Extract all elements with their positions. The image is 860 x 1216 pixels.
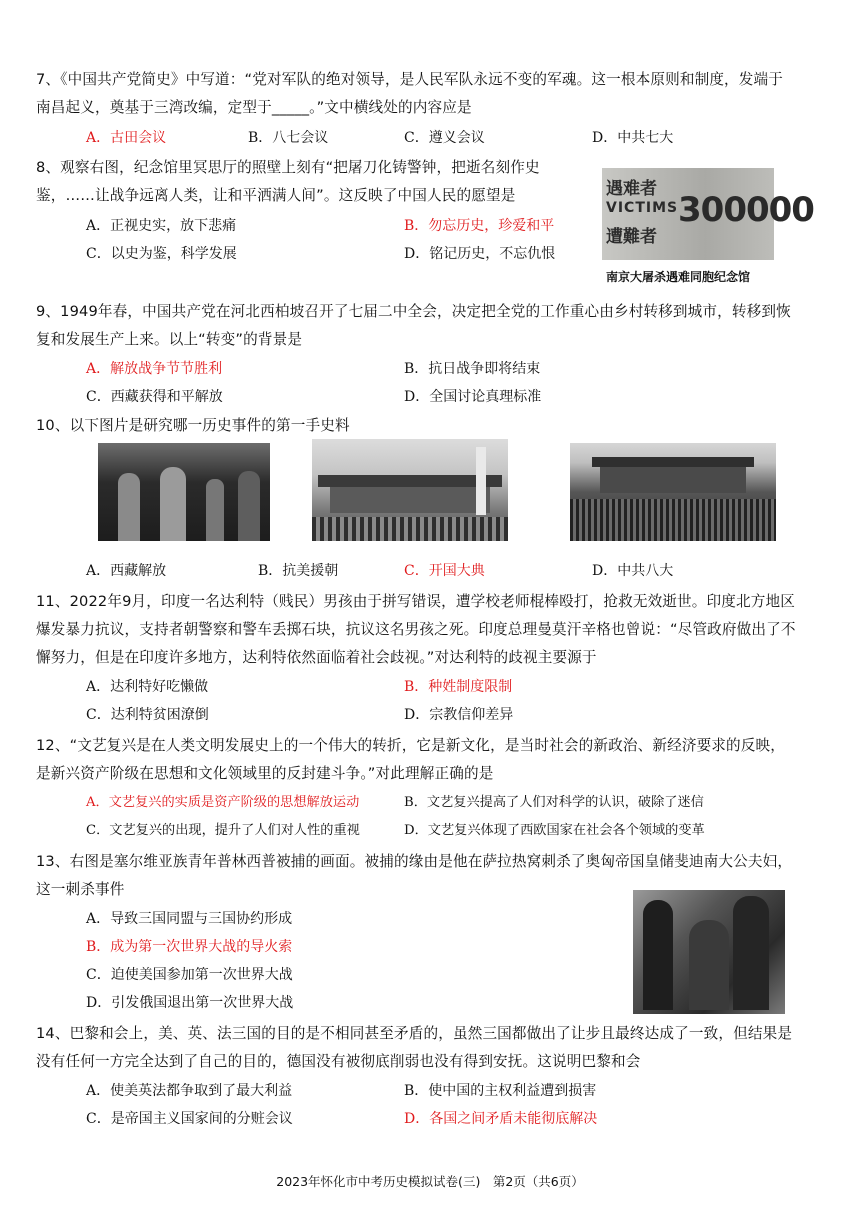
q7-option-d: D．中共七大 [592, 130, 674, 146]
q14-option-d: D．各国之间矛盾未能彻底解决 [404, 1111, 598, 1127]
q9-option-a: A．解放战争节节胜利 [86, 361, 223, 377]
q10-option-b: B．抗美援朝 [258, 563, 339, 579]
q13-option-d: D．引发俄国退出第一次世界大战 [86, 995, 294, 1011]
question-8-stem: 8、观察右图，纪念馆里冥思厅的照壁上刻有“把屠刀化铸警钟，把逝名刻作史鉴，……让战争远离人类，让和平洒满人间”。这反映了中国人民的愿望是 [36, 159, 540, 204]
q10-option-a: A．西藏解放 [86, 563, 167, 579]
princip-arrest-photo [633, 890, 785, 1014]
q12-option-a: A．文艺复兴的实质是资产阶级的思想解放运动 [86, 795, 360, 810]
image-text-victims-cn: 遇难者 [606, 179, 657, 199]
q7-option-b: B．八七会议 [248, 130, 329, 146]
q7-option-c: C．遵义会议 [404, 130, 485, 146]
q14-option-a: A．使美英法都争取到了最大利益 [86, 1083, 293, 1099]
q7-option-a: A．古田会议 [86, 130, 167, 146]
q10-option-c: C．开国大典 [404, 563, 485, 579]
memorial-caption: 南京大屠杀遇难同胞纪念馆 [606, 270, 751, 284]
q9-option-c: C．西藏获得和平解放 [86, 389, 223, 405]
q11-option-c: C．达利特贫困潦倒 [86, 707, 209, 723]
q13-option-b: B．成为第一次世界大战的导火索 [86, 939, 293, 955]
q13-option-c: C．迫使美国参加第一次世界大战 [86, 967, 293, 983]
q12-option-c: C．文艺复兴的出现，提升了人们对人性的重视 [86, 823, 360, 838]
ceremony-speech-photo [98, 443, 270, 541]
question-9-stem: 9、1949年春，中国共产党在河北西柏坡召开了七届二中全会，决定把全党的工作重心由乡村转移到城市，转移到恢复和发展生产上来。以上“转变”的背景是 [36, 303, 791, 348]
tiananmen-crowd-photo [570, 443, 776, 541]
question-10-stem: 10、以下图片是研究哪一历史事件的第一手史料 [36, 417, 350, 434]
q12-option-d: D．文艺复兴体现了西欧国家在社会各个领域的变革 [404, 823, 705, 838]
q11-option-a: A．达利特好吃懒做 [86, 679, 209, 695]
q9-option-d: D．全国讨论真理标准 [404, 389, 542, 405]
q14-option-b: B．使中国的主权利益遭到损害 [404, 1083, 597, 1099]
memorial-wall-photo [602, 168, 814, 260]
image-text-victims-jp: 遭難者 [606, 227, 657, 247]
q10-option-d: D．中共八大 [592, 563, 674, 579]
q14-option-c: C．是帝国主义国家间的分赃会议 [86, 1111, 293, 1127]
question-14-stem: 14、巴黎和会上，美、英、法三国的目的是不相同甚至矛盾的，虽然三国都做出了让步且最终达成了一致，但结果是没有任何一方完全达到了自己的目的，德国没有被彻底削弱也没有得到安抚。这说明巴黎和会 [36, 1025, 793, 1070]
question-7-stem: 7、《中国共产党简史》中写道：“党对军队的绝对领导，是人民军队永远不变的军魂。这一根本原则和制度，发端于南昌起义，奠基于三湾改编，定型于_____。”文中横线处的内容应是 [36, 71, 784, 116]
q8-option-a: A．正视史实，放下悲痛 [86, 218, 237, 234]
q9-option-b: B．抗日战争即将结束 [404, 361, 541, 377]
page-footer: 2023年怀化市中考历史模拟试卷(三) 第2页（共6页） [276, 1174, 584, 1189]
q11-option-b: B．种姓制度限制 [404, 679, 513, 695]
question-12-stem: 12、“文艺复兴是在人类文明发展史上的一个伟大的转折，它是新文化，是当时社会的新政治、新经济要求的反映，是新兴资产阶级在思想和文化领域里的反封建斗争。”对此理解正确的是 [36, 737, 786, 782]
image-text-number: 300000 [678, 190, 814, 230]
q11-option-d: D．宗教信仰差异 [404, 707, 514, 723]
image-text-victims-en: VICTIMS [606, 200, 679, 216]
q13-option-a: A．导致三国同盟与三国协约形成 [86, 911, 293, 927]
q12-option-b: B．文艺复兴提高了人们对科学的认识，破除了迷信 [404, 795, 704, 810]
question-13-stem: 13、右图是塞尔维亚族青年普林西普被捕的画面。被捕的缘由是他在萨拉热窝刺杀了奥匈帝国皇储斐迪南大公夫妇，这一刺杀事件 [36, 853, 793, 898]
question-11-stem: 11、2022年9月，印度一名达利特（贱民）男孩由于拼写错误，遭学校老师棍棒殴打，抢救无效逝世。印度北方地区爆发暴力抗议，支持者朝警察和警车丢掷石块，抗议这名男孩之死。印度总理曼莫汗辛格也曾说：“尽管政府做出了不懈努力，但是在印度许多地方，达利特依然面临着社会歧视。”对达利特的歧视主要源于 [36, 593, 796, 666]
q8-option-b: B．勿忘历史，珍爱和平 [404, 218, 555, 234]
tiananmen-parade-photo [312, 439, 508, 541]
q8-option-c: C．以史为鉴，科学发展 [86, 246, 237, 262]
q8-option-d: D．铭记历史，不忘仇恨 [404, 246, 556, 262]
